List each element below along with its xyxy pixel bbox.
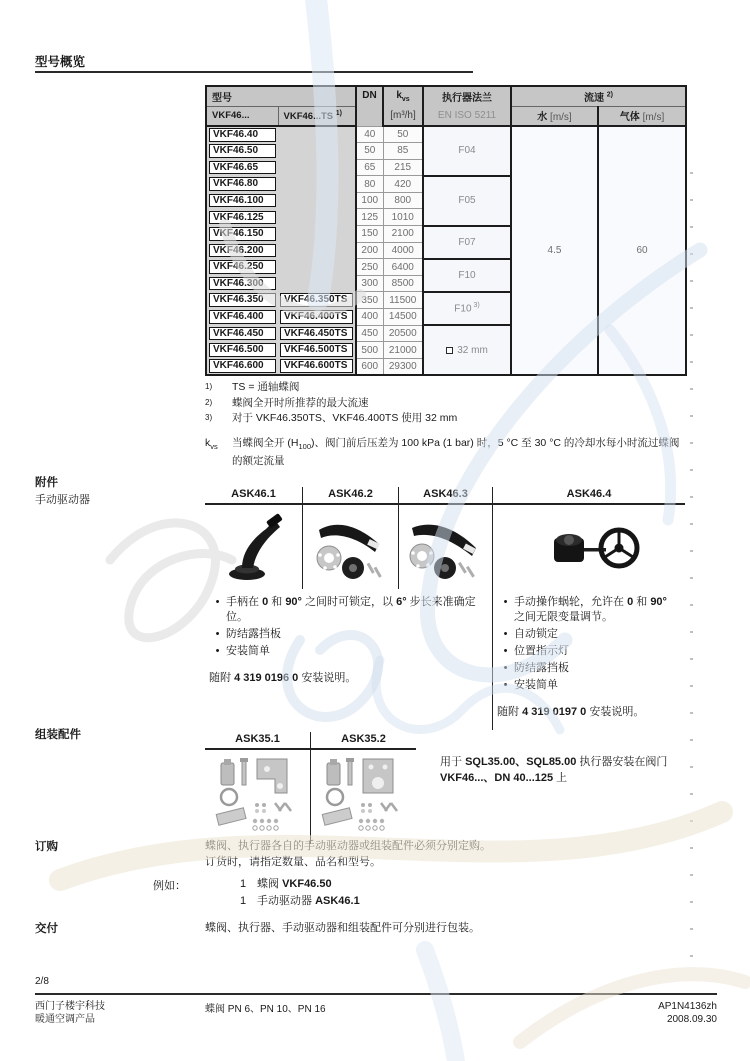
ask46-3-image-cell [398, 505, 492, 589]
mnt-column-ask35-2: ASK35.2 [310, 732, 416, 748]
page-title: 型号概览 [35, 55, 86, 69]
bullet-item [209, 644, 486, 659]
kvs-cell: 2100 [383, 226, 423, 243]
flange-cell: F10 $^{3)}$ [423, 292, 511, 325]
footer-product: 蝶阀 PN 6、PN 10、PN 16 [205, 1004, 326, 1015]
dn-cell: 350 [356, 292, 383, 309]
kvs-cell: 6400 [383, 259, 423, 276]
bullet-icon: • [503, 662, 508, 674]
section-label-accessories: 附件 [35, 477, 58, 489]
ordering-text [205, 838, 685, 870]
ask46.1-lever-actuator-photo [209, 508, 299, 586]
flow-water-cell: 4.5 [511, 126, 598, 375]
footnote-1: 1) TS = 通轴蝶阀 [205, 381, 300, 393]
flange-cell: F04 [423, 126, 511, 176]
kvs-cell: 215 [383, 159, 423, 176]
model-ts-cell [278, 259, 356, 276]
column-header-gas: 气体 [m/s] [598, 106, 686, 126]
model-cell: VKF46.100 [206, 192, 278, 209]
model-ts-cell: VKF46.500TS [278, 342, 356, 359]
bullet-icon: • [503, 596, 508, 608]
dn-cell: 100 [356, 192, 383, 209]
acc-column-ask46-2: ASK46.2 [302, 487, 398, 503]
flange-cell: F05 [423, 176, 511, 226]
model-ts-cell: VKF46.600TS [278, 358, 356, 375]
bullet-text: 手柄在 0 和 90° 之间时可锁定，以 6° 步长来准确定位。 [226, 596, 476, 623]
bullet-text: 防结露挡板 [514, 662, 569, 674]
ordering-text-line1: 蝶阀、执行器各自的手动驱动器或组装配件必须分别定购。 [205, 840, 491, 852]
kvs-cell: 14500 [383, 309, 423, 326]
dn-cell: 200 [356, 242, 383, 259]
table-header-row-2 [206, 106, 686, 126]
ask46.4-handwheel-actuator-photo [524, 508, 654, 586]
kvs-cell: 800 [383, 192, 423, 209]
bullet-item [497, 644, 679, 659]
model-cell: VKF46.150 [206, 226, 278, 243]
footnote-3: 3) 对于 VKF46.350TS、VKF46.400TS 使用 32 mm [205, 412, 458, 424]
footnote-2: 2) 蝶阀全开时所推荐的最大流速 [205, 396, 369, 409]
kvs-cell: 21000 [383, 342, 423, 359]
ordering-text-line2: 订货时，请指定数量、品名和型号。 [205, 856, 381, 868]
section-label-mounting-kits: 组装配件 [35, 729, 81, 741]
example-label: 例如： [153, 880, 186, 892]
column-header-flange: 执行器法兰 [423, 86, 511, 106]
bullet-text: 自动锁定 [514, 628, 558, 640]
flange-cell: 32 mm [423, 325, 511, 375]
ask46-4-image-cell [492, 505, 685, 589]
kvs-cell: 20500 [383, 325, 423, 342]
model-ts-cell [278, 242, 356, 259]
manual-actuator-table [205, 487, 685, 730]
model-cell: VKF46.200 [206, 242, 278, 259]
flow-gas-cell: 60 [598, 126, 686, 375]
ask46-1-3-bullets [209, 595, 486, 659]
bullet-item [209, 595, 486, 625]
ask46-1-3-note: 随附 4 319 0196 0 安装说明。 [209, 672, 357, 684]
ask46-4-description [492, 589, 685, 730]
model-cell: VKF46.600 [206, 358, 278, 375]
square-icon [446, 347, 453, 354]
example-row: 1 手动驱动器 ASK46.1 [240, 895, 360, 907]
bullet-icon: • [215, 596, 220, 608]
kvs-cell: 4000 [383, 242, 423, 259]
ask35-2-image-cell [310, 750, 416, 844]
bullet-text: 位置指示灯 [514, 645, 569, 657]
footnotes [205, 380, 685, 470]
bullet-text: 安装简单 [226, 645, 270, 657]
dn-cell: 50 [356, 143, 383, 160]
ask46-4-bullets [497, 595, 679, 693]
column-header-flange-standard: EN ISO 5211 [423, 106, 511, 126]
model-ts-cell: VKF46.450TS [278, 325, 356, 342]
model-overview-table [205, 85, 687, 376]
model-ts-cell [278, 176, 356, 193]
model-cell: VKF46.50 [206, 143, 278, 160]
bullet-text: 安装简单 [514, 679, 558, 691]
acc-column-ask46-3: ASK46.3 [398, 487, 492, 503]
bullet-text: 防结露挡板 [226, 628, 281, 640]
section-label-delivery: 交付 [35, 923, 58, 935]
dn-cell: 125 [356, 209, 383, 226]
model-cell: VKF46.300 [206, 275, 278, 292]
bullet-icon: • [503, 645, 508, 657]
section-label-manual-actuators: 手动驱动器 [35, 494, 90, 506]
dn-cell: 250 [356, 259, 383, 276]
dn-cell: 500 [356, 342, 383, 359]
mnt-column-ask35-1: ASK35.1 [235, 733, 280, 745]
kvs-cell: 1010 [383, 209, 423, 226]
bullet-icon: • [503, 628, 508, 640]
bullet-item [497, 678, 679, 693]
flange-cell: F07 [423, 226, 511, 259]
kvs-cell: 50 [383, 126, 423, 143]
kvs-cell: 8500 [383, 275, 423, 292]
model-ts-cell [278, 192, 356, 209]
model-cell: VKF46.450 [206, 325, 278, 342]
model-cell: VKF46.250 [206, 259, 278, 276]
table-header-row-1 [206, 86, 686, 106]
ask35.1-mounting-kit-photo [209, 753, 307, 841]
model-ts-cell [278, 159, 356, 176]
column-header-model-ts: VKF46...TS $^{1)}$ [278, 106, 356, 126]
ask46-1-image-cell [205, 505, 302, 589]
bullet-item [497, 661, 679, 676]
scan-perforation-dots [690, 172, 693, 967]
model-cell: VKF46.350 [206, 292, 278, 309]
bullet-item [497, 627, 679, 642]
column-header-model-plain: VKF46... [206, 106, 278, 126]
column-header-flow: 流速 $^{2)}$ [511, 86, 686, 106]
kvs-cell: 29300 [383, 358, 423, 375]
kvs-cell: 85 [383, 143, 423, 160]
dn-cell: 600 [356, 358, 383, 375]
model-cell: VKF46.65 [206, 159, 278, 176]
footer-company: 西门子楼宇科技 暖通空调产品 [35, 1001, 105, 1025]
flange-cell: F10 [423, 259, 511, 292]
ask46-2-image-cell [302, 505, 398, 589]
acc-column-ask46-4: ASK46.4 [492, 487, 685, 503]
model-cell: VKF46.80 [206, 176, 278, 193]
ask46-4-note: 随附 4 319 0197 0 安装说明。 [497, 706, 645, 718]
model-ts-cell [278, 275, 356, 292]
footer-doc-info: AP1N4136zh 2008.09.30 [658, 1001, 717, 1025]
bullet-icon: • [503, 679, 508, 691]
mounting-kit-table [205, 732, 416, 844]
bullet-icon: • [215, 628, 220, 640]
model-cell: VKF46.500 [206, 342, 278, 359]
bullet-icon: • [215, 645, 220, 657]
dn-cell: 40 [356, 126, 383, 143]
model-cell: VKF46.125 [206, 209, 278, 226]
bullet-text: 手动操作蜗轮，允许在 0 和 90° 之间无限变量调节。 [514, 596, 667, 623]
model-cell: VKF46.40 [206, 126, 278, 143]
dn-cell: 65 [356, 159, 383, 176]
column-header-kvs: $k_{vs}$ [383, 86, 423, 106]
bullet-item [497, 595, 679, 625]
column-header-dn: DN [356, 86, 383, 126]
ask35-1-image-cell [205, 750, 310, 844]
model-ts-cell [278, 126, 356, 143]
mounting-kit-note: 用于 SQL35.00、SQL85.00 执行器安装在阀门 VKF46...、DN 40...125 上 [440, 756, 668, 784]
model-ts-cell [278, 143, 356, 160]
dn-cell: 450 [356, 325, 383, 342]
footnote-kvs: $k_{vs}$ 当蝶阀全开 $(H_{100})$、阀门前后压差为 100 kPa (1 bar) 时，5 °C 至 30 °C 的冷却水每小时流过蝶阀的额定流量 [205, 436, 680, 468]
table-row [206, 126, 686, 143]
ordering-examples [240, 876, 360, 910]
kvs-cell: 420 [383, 176, 423, 193]
column-header-model: 型号 [206, 86, 356, 106]
model-table-body [206, 126, 686, 375]
ask46.2-lever-kit-photo [305, 508, 397, 586]
column-header-kvs-unit: [m³/h] [383, 106, 423, 126]
title-rule [35, 71, 473, 73]
acc-column-ask46-1: ASK46.1 [231, 488, 276, 500]
delivery-text: 蝶阀、执行器、手动驱动器和组装配件可分别进行包装。 [205, 922, 480, 934]
section-label-ordering: 订购 [35, 841, 58, 853]
bullet-item [209, 627, 486, 642]
example-row: 1 蝶阀 VKF46.50 [240, 878, 332, 890]
footer-rule [35, 993, 717, 995]
dn-cell: 150 [356, 226, 383, 243]
ask46.3-lever-kit-photo [400, 508, 492, 586]
dn-cell: 400 [356, 309, 383, 326]
page-number: 2/8 [35, 976, 49, 987]
ask35.2-mounting-kit-photo [315, 753, 413, 841]
model-ts-cell: VKF46.400TS [278, 309, 356, 326]
dn-cell: 300 [356, 275, 383, 292]
dn-cell: 80 [356, 176, 383, 193]
column-header-water: 水 [m/s] [511, 106, 598, 126]
model-cell: VKF46.400 [206, 309, 278, 326]
model-ts-cell [278, 209, 356, 226]
ask46-1-3-description [205, 589, 492, 730]
kvs-cell: 11500 [383, 292, 423, 309]
model-ts-cell: VKF46.350TS [278, 292, 356, 309]
model-ts-cell [278, 226, 356, 243]
